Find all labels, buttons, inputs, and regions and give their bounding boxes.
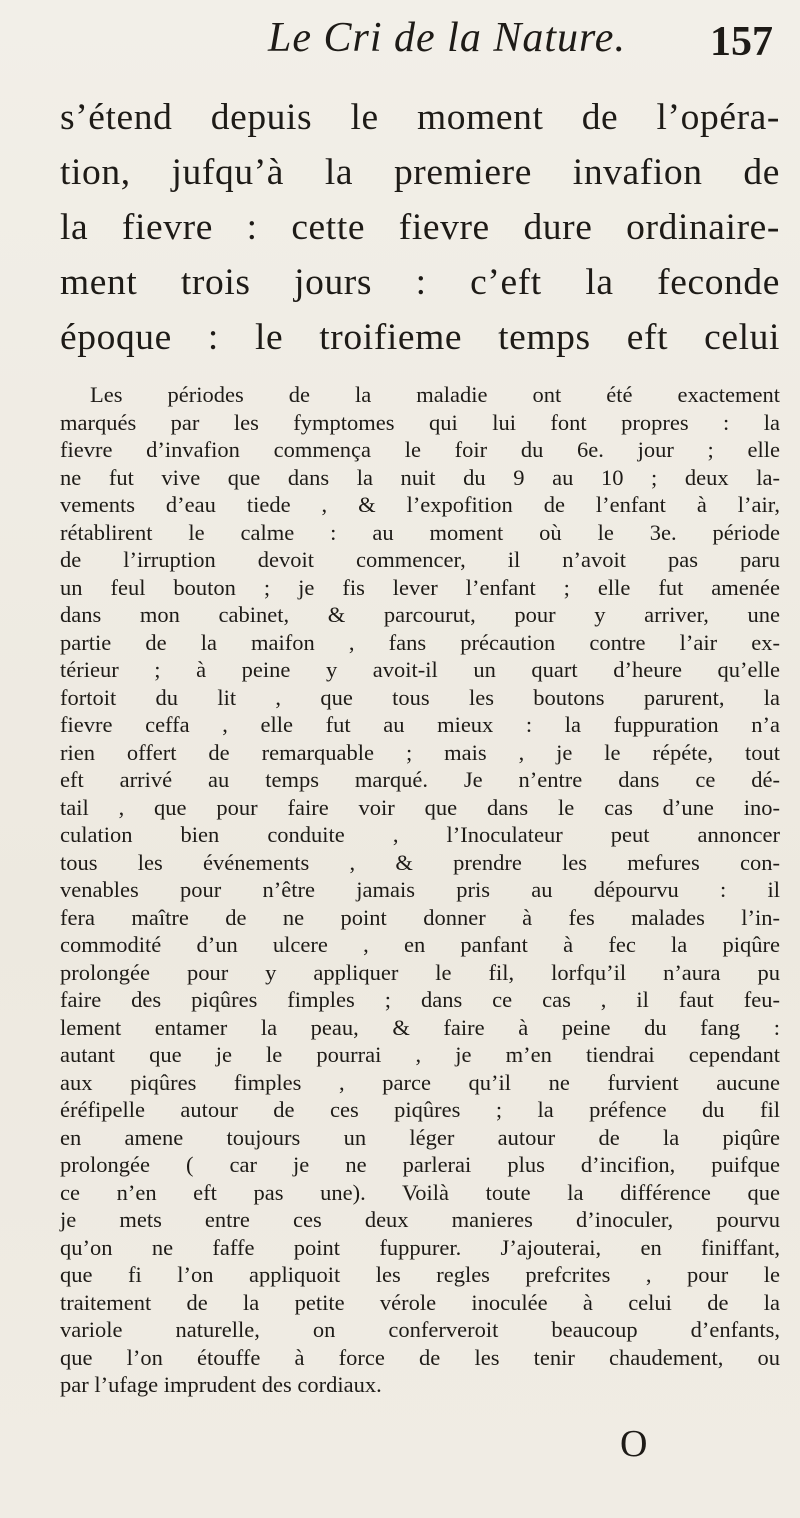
running-head [0,12,800,72]
footnote-line: Les périodes de la maladie ont été exactement [90,382,780,407]
footnote-line: que fi l’on appliquoit les regles prefcrites , pour le [60,1262,780,1287]
footnote-line: en amene toujours un léger autour de la piqûre [60,1124,780,1150]
footnote-line: térieur ; à peine y avoit-il un quart d’heure qu’elle [60,657,780,682]
footnote-line: fievre d’invafion commença le foir du 6e. jour ; elle [60,437,780,462]
footnote-line: qu’on ne faffe point fuppurer. J’ajouterai, en finiffant, [60,1234,780,1260]
footnote-line: aux piqûres fimples , parce qu’il ne furvient aucune [60,1069,780,1095]
main-text-line: s’étend depuis le moment de l’opéra- [60,97,780,138]
footnote-line: faire des piqûres fimples ; dans ce cas , il faut feu- [60,987,780,1012]
footnote-line: vements d’eau tiede , & l’expofition de l’enfant à l’air, [60,492,780,517]
footnote-line: ne fut vive que dans la nuit du 9 au 10 ; deux la- [60,464,780,490]
footnote-line: culation bien conduite , l’Inoculateur peut annoncer [60,822,780,847]
footnote-line: éréfipelle autour de ces piqûres ; la préfence du fil [60,1097,780,1122]
footnote-line: prolongée ( car je ne parlerai plus d’incifion, puifque [60,1152,780,1177]
running-title: Le Cri de la Nature. [268,15,626,61]
footnote-line: marqués par les fymptomes qui lui font propres : la [60,409,780,435]
main-text-line: ment trois jours : c’eft la feconde [60,262,780,303]
footnote-line: commodité d’un ulcere , en panfant à fec la piqûre [60,932,780,957]
footnote-line: que l’on étouffe à force de les tenir chaudement, ou [60,1344,780,1370]
main-text-line: tion, jufqu’à la premiere invafion de [60,152,780,193]
catchword: O [620,1423,648,1465]
footnote-line: par l’ufage imprudent des cordiaux. [60,1372,382,1397]
main-text [60,90,780,365]
footnote-line: dans mon cabinet, & parcourut, pour y arriver, une [60,602,780,627]
footnote-line: prolongée pour y appliquer le fil, lorfqu’il n’aura pu [60,959,780,985]
footnote-line: tous les événements , & prendre les mefures con- [60,849,780,875]
footnote-line: un feul bouton ; je fis lever l’enfant ; elle fut amenée [60,574,780,600]
footnote-line: tail , que pour faire voir que dans le cas d’une ino- [60,794,780,820]
footnote-line: partie de la maifon , fans précaution contre l’air ex- [60,629,780,655]
main-text-line: époque : le troifieme temps eft celui [60,317,780,358]
footnote-line: autant que je le pourrai , je m’en tiendrai cependant [60,1042,780,1067]
footnote-line: fortoit du lit , que tous les boutons parurent, la [60,684,780,710]
footnote-line: fera maître de ne point donner à fes malades l’in- [60,904,780,930]
footnote-line: je mets entre ces deux manieres d’inoculer, pourvu [60,1207,780,1232]
footnote-line: lement entamer la peau, & faire à peine du fang : [60,1014,780,1040]
footnote [60,381,780,1399]
main-text-line: la fievre : cette fievre dure ordinaire- [60,207,780,248]
footnote-line: fievre ceffa , elle fut au mieux : la fuppuration n’a [60,712,780,737]
footnote-line: rétablirent le calme : au moment où le 3e. période [60,519,780,545]
footnote-line: venables pour n’être jamais pris au dépourvu : il [60,877,780,902]
page-number: 157 [710,19,773,65]
footnote-line: de l’irruption devoit commencer, il n’avoit pas paru [60,547,780,572]
footnote-line: eft arrivé au temps marqué. Je n’entre dans ce dé- [60,767,780,792]
footnote-line: traitement de la petite vérole inoculée à celui de la [60,1289,780,1315]
footnote-line: ce n’en eft pas une). Voilà toute la différence que [60,1179,780,1205]
footnote-line: variole naturelle, on conferveroit beaucoup d’enfants, [60,1317,780,1342]
footnote-line: rien offert de remarquable ; mais , je le répéte, tout [60,739,780,765]
